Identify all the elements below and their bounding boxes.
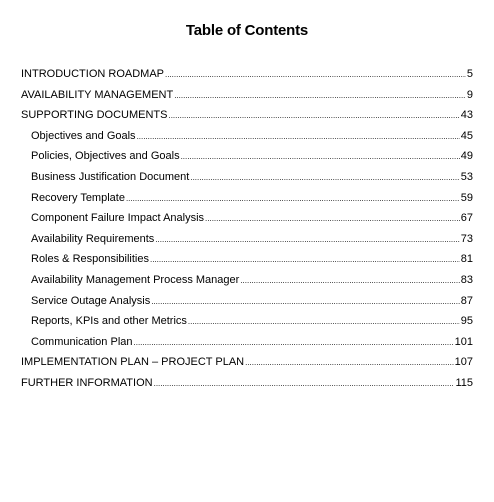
toc-subentry[interactable] (21, 252, 473, 273)
dot-leader (165, 67, 466, 82)
dot-leader (150, 252, 460, 267)
toc-entry-label: Business Justification Document (31, 170, 190, 183)
toc-entry-label: Policies, Objectives and Goals (31, 150, 180, 163)
toc-subentry[interactable] (21, 211, 473, 232)
dot-leader (168, 108, 459, 123)
toc-entry-label: Availability Management Process Manager (31, 273, 240, 286)
dot-leader (155, 232, 459, 247)
toc-entry-page: 53 (460, 170, 473, 183)
toc-entry-page: 101 (454, 335, 473, 348)
toc-entry-label: IMPLEMENTATION PLAN – PROJECT PLAN (21, 356, 245, 369)
toc-entry-page: 81 (460, 253, 473, 266)
toc-subentry[interactable] (21, 232, 473, 253)
toc-entry-page: 43 (460, 109, 473, 122)
toc-entry-label: INTRODUCTION ROADMAP (21, 68, 164, 80)
toc-entry[interactable] (21, 88, 473, 109)
dot-leader (245, 355, 454, 370)
dot-leader (188, 314, 460, 329)
toc-subentry[interactable] (21, 294, 473, 315)
toc-entry-label: Recovery Template (31, 191, 125, 204)
toc-entry-label: AVAILABILITY MANAGEMENT (21, 88, 174, 101)
toc-subentry[interactable] (21, 335, 473, 356)
toc-entry-label: Availability Requirements (31, 232, 155, 245)
toc-entry-page: 95 (460, 315, 473, 328)
toc-entry-label: Service Outage Analysis (31, 294, 151, 307)
toc-entry-label: Component Failure Impact Analysis (31, 212, 205, 225)
toc-entry-label: FURTHER INFORMATION (21, 376, 153, 389)
toc-entry-label: Objectives and Goals (31, 129, 136, 142)
toc-entry-page: 67 (460, 212, 473, 225)
toc-entry-page: 107 (454, 356, 473, 369)
dot-leader (134, 335, 454, 350)
toc-entry-page: 73 (460, 232, 473, 245)
dot-leader (240, 273, 459, 288)
toc-list (21, 67, 473, 397)
toc-entry-page: 115 (455, 376, 473, 389)
dot-leader (205, 211, 460, 226)
toc-entry-page: 49 (460, 150, 473, 163)
dot-leader (137, 129, 460, 144)
toc-entry-page: 5 (466, 68, 473, 80)
toc-entry[interactable] (21, 108, 473, 129)
toc-entry-page: 59 (460, 191, 473, 204)
toc-subentry[interactable] (21, 191, 473, 212)
toc-entry-label: Reports, KPIs and other Metrics (31, 315, 187, 328)
toc-entry[interactable] (21, 376, 473, 397)
toc-entry-page: 9 (466, 88, 473, 101)
toc-entry-page: 83 (460, 273, 473, 286)
dot-leader (151, 294, 460, 309)
toc-entry-page: 45 (460, 129, 473, 142)
dot-leader (154, 376, 455, 391)
toc-entry[interactable] (21, 67, 473, 88)
toc-subentry[interactable] (21, 149, 473, 170)
dot-leader (190, 170, 459, 185)
toc-entry-label: SUPPORTING DOCUMENTS (21, 109, 168, 122)
dot-leader (174, 88, 466, 103)
toc-title: Table of Contents (185, 22, 309, 39)
toc-subentry[interactable] (21, 170, 473, 191)
toc-entry[interactable] (21, 355, 473, 376)
toc-subentry[interactable] (21, 314, 473, 335)
toc-entry-page: 87 (460, 294, 473, 307)
toc-subentry[interactable] (21, 129, 473, 150)
toc-subentry[interactable] (21, 273, 473, 294)
dot-leader (181, 149, 460, 164)
toc-entry-label: Communication Plan (31, 335, 133, 348)
dot-leader (126, 191, 460, 206)
toc-entry-label: Roles & Responsibilities (31, 253, 149, 266)
